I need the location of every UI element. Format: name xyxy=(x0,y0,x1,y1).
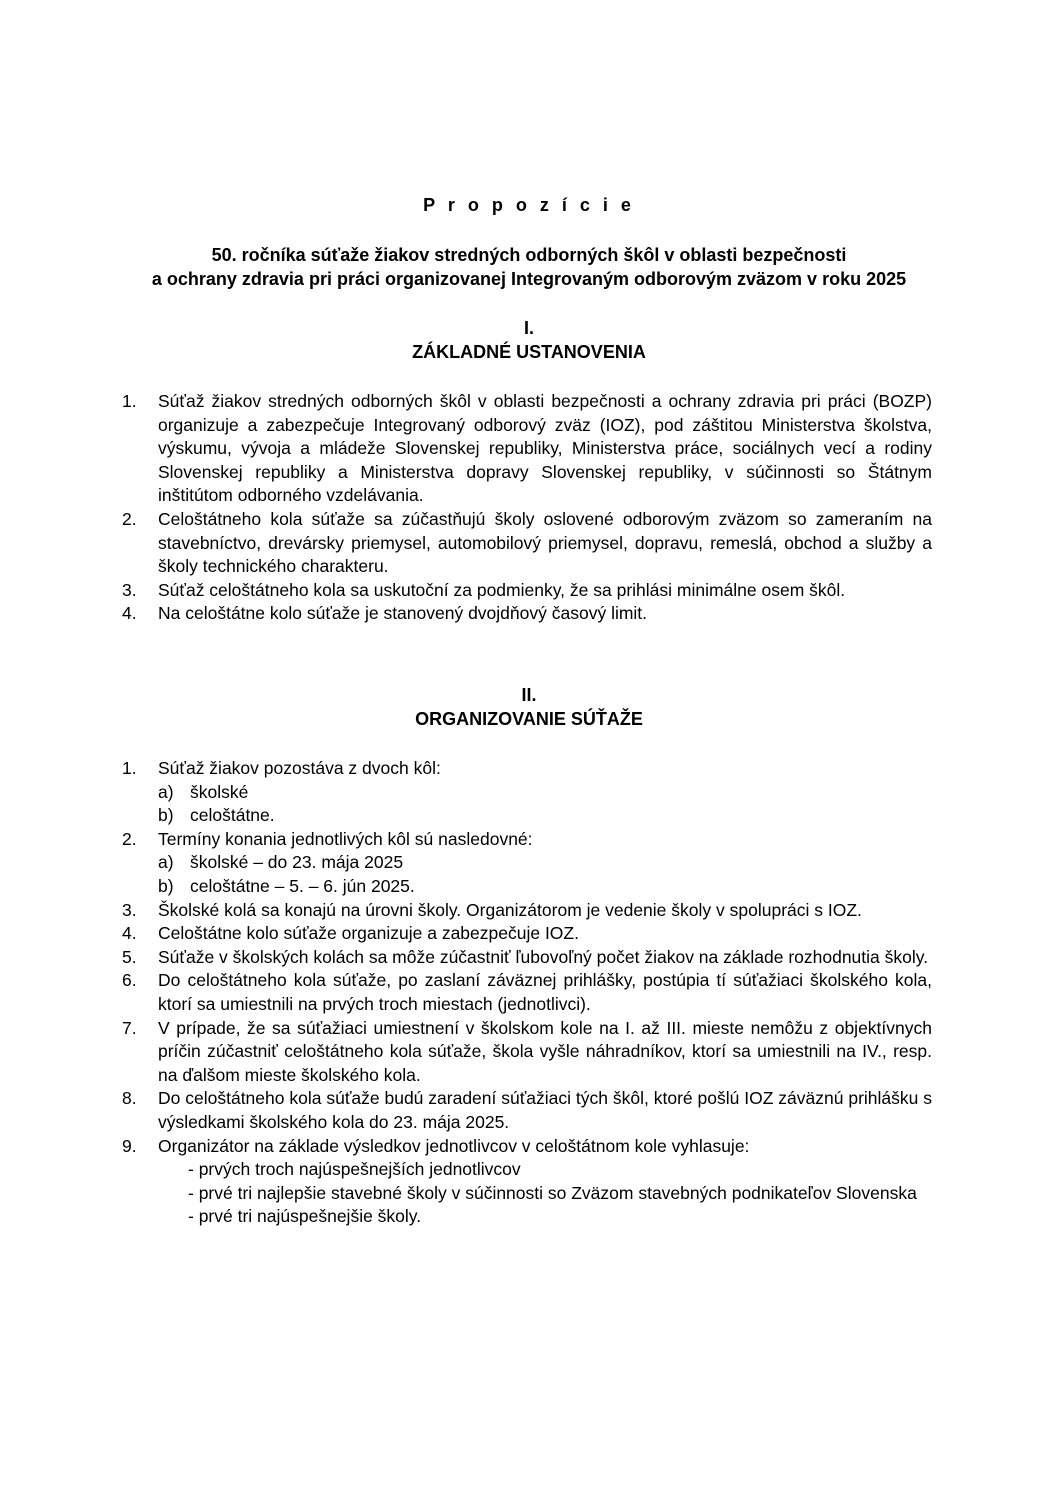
list-item xyxy=(122,508,932,579)
item-text: V prípade, že sa súťažiaci umiestnení v školskom kole na I. až III. mieste nemôžu z objektívnych príčin zúčastniť celoštátneho kola súťaže, škola vyšle náhradníkov, ktorí sa umiestnili na IV., resp. na ďalšom mieste školského kola. xyxy=(158,1017,932,1085)
sub-list xyxy=(158,851,932,898)
list-item xyxy=(122,922,932,946)
item-number: 4. xyxy=(122,923,137,944)
sub-item xyxy=(158,781,932,805)
sub-item-letter: b) xyxy=(158,805,174,826)
item-text: Súťaže v školských kolách sa môže zúčastniť ľubovoľný počet žiakov na základe rozhodnutia školy. xyxy=(158,946,929,967)
item-text: Celoštátneho kola súťaže sa zúčastňujú školy oslovené odborovým zväzom so zameraním na stavebníctvo, drevársky priemysel, automobilový priemysel, dopravu, remeslá, obchod a služby a školy technického charakteru. xyxy=(158,508,932,577)
subtitle-line-1: 50. ročníka súťaže žiakov stredných odborných škôl v oblasti bezpečnosti xyxy=(211,245,847,265)
section-2-header xyxy=(0,683,1058,731)
list-item xyxy=(122,899,932,923)
item-number: 7. xyxy=(122,1017,137,1038)
list-item xyxy=(122,1017,932,1088)
list-item xyxy=(122,946,932,970)
section-2-list xyxy=(122,757,932,1229)
item-text: Súťaž žiakov stredných odborných škôl v oblasti bezpečnosti a ochrany zdravia pri práci (BOZP) organizuje a zabezpečuje Integrovaný odborový zväz (IOZ), pod záštitou Ministerstva školstva, výskumu, vývoja a mládeže Slovenskej republiky, Ministerstva práce, sociálnych vecí a rodiny Slovenskej republiky a Ministerstva dopravy Slovenskej republiky, v súčinnosti so Štátnym inštitútom odborného vzdelávania. xyxy=(158,391,932,506)
item-number: 3. xyxy=(122,899,137,920)
sub-item-letter: a) xyxy=(158,781,174,802)
document-subtitle xyxy=(0,243,1058,291)
list-item xyxy=(122,969,932,1016)
section-1-number: I. xyxy=(523,318,534,338)
item-text: Do celoštátneho kola súťaže budú zaradení súťažiaci tých škôl, ktoré pošlú IOZ záväznú prihlášku s výsledkami školského kola do 23. mája 2025. xyxy=(158,1088,932,1132)
item-number: 5. xyxy=(122,946,137,967)
sub-item-text: školské – do 23. mája 2025 xyxy=(190,852,404,873)
sub-item-text: celoštátne – 5. – 6. jún 2025. xyxy=(190,875,415,896)
sub-item-text: celoštátne. xyxy=(190,805,275,826)
dash-list xyxy=(158,1158,932,1229)
list-item xyxy=(122,757,932,828)
item-number: 1. xyxy=(122,758,137,778)
sub-item xyxy=(158,875,932,899)
item-number: 2. xyxy=(122,828,137,849)
item-text: Do celoštátneho kola súťaže, po zaslaní záväznej prihlášky, postúpia tí súťažiaci školského kola, ktorí sa umiestnili na prvých troch miestach (jednotlivci). xyxy=(158,970,932,1014)
section-2-heading: ORGANIZOVANIE SÚŤAŽE xyxy=(415,709,643,729)
list-item xyxy=(122,828,932,899)
item-number: 9. xyxy=(122,1135,137,1156)
item-number: 2. xyxy=(122,508,137,529)
sub-list xyxy=(158,781,932,828)
list-item xyxy=(122,390,932,508)
dash-item: - prvých troch najúspešnejších jednotlivcov xyxy=(188,1159,521,1180)
document-title: P r o p o z í c i e xyxy=(423,195,635,215)
list-item xyxy=(122,1087,932,1134)
subtitle-line-2: a ochrany zdravia pri práci organizovanej Integrovaným odborovým zväzom v roku 2025 xyxy=(151,269,907,289)
item-number: 8. xyxy=(122,1088,137,1109)
list-item xyxy=(122,579,932,603)
section-1-header xyxy=(0,316,1058,364)
section-2-number: II. xyxy=(521,685,537,705)
item-text: Školské kolá sa konajú na úrovni školy. Organizátorom je vedenie školy v spolupráci s IOZ. xyxy=(158,899,862,920)
dash-item: - prvé tri najlepšie stavebné školy v súčinnosti so Zväzom stavebných podnikateľov Slovenska xyxy=(188,1182,917,1203)
item-number: 4. xyxy=(122,603,137,624)
item-number: 3. xyxy=(122,579,137,600)
item-text: Na celoštátne kolo súťaže je stanovený dvojdňový časový limit. xyxy=(158,603,648,624)
item-number: 1. xyxy=(122,391,137,411)
section-1-heading: ZÁKLADNÉ USTANOVENIA xyxy=(412,342,646,362)
list-item xyxy=(122,1135,932,1229)
list-item xyxy=(122,602,932,626)
sub-item xyxy=(158,851,932,875)
item-number: 6. xyxy=(122,970,137,991)
sub-item-text: školské xyxy=(190,781,249,802)
item-text: Súťaž celoštátneho kola sa uskutoční za podmienky, že sa prihlási minimálne osem škôl. xyxy=(158,579,846,600)
item-text: Celoštátne kolo súťaže organizuje a zabezpečuje IOZ. xyxy=(158,923,579,944)
sub-item-letter: b) xyxy=(158,875,174,896)
sub-item xyxy=(158,804,932,828)
section-1-list xyxy=(122,390,932,626)
dash-item: - prvé tri najúspešnejšie školy. xyxy=(188,1206,422,1227)
item-text: Organizátor na základe výsledkov jednotlivcov v celoštátnom kole vyhlasuje: xyxy=(158,1135,750,1156)
item-text: Súťaž žiakov pozostáva z dvoch kôl: xyxy=(158,758,441,778)
item-text: Termíny konania jednotlivých kôl sú nasledovné: xyxy=(158,828,533,849)
sub-item-letter: a) xyxy=(158,852,174,873)
